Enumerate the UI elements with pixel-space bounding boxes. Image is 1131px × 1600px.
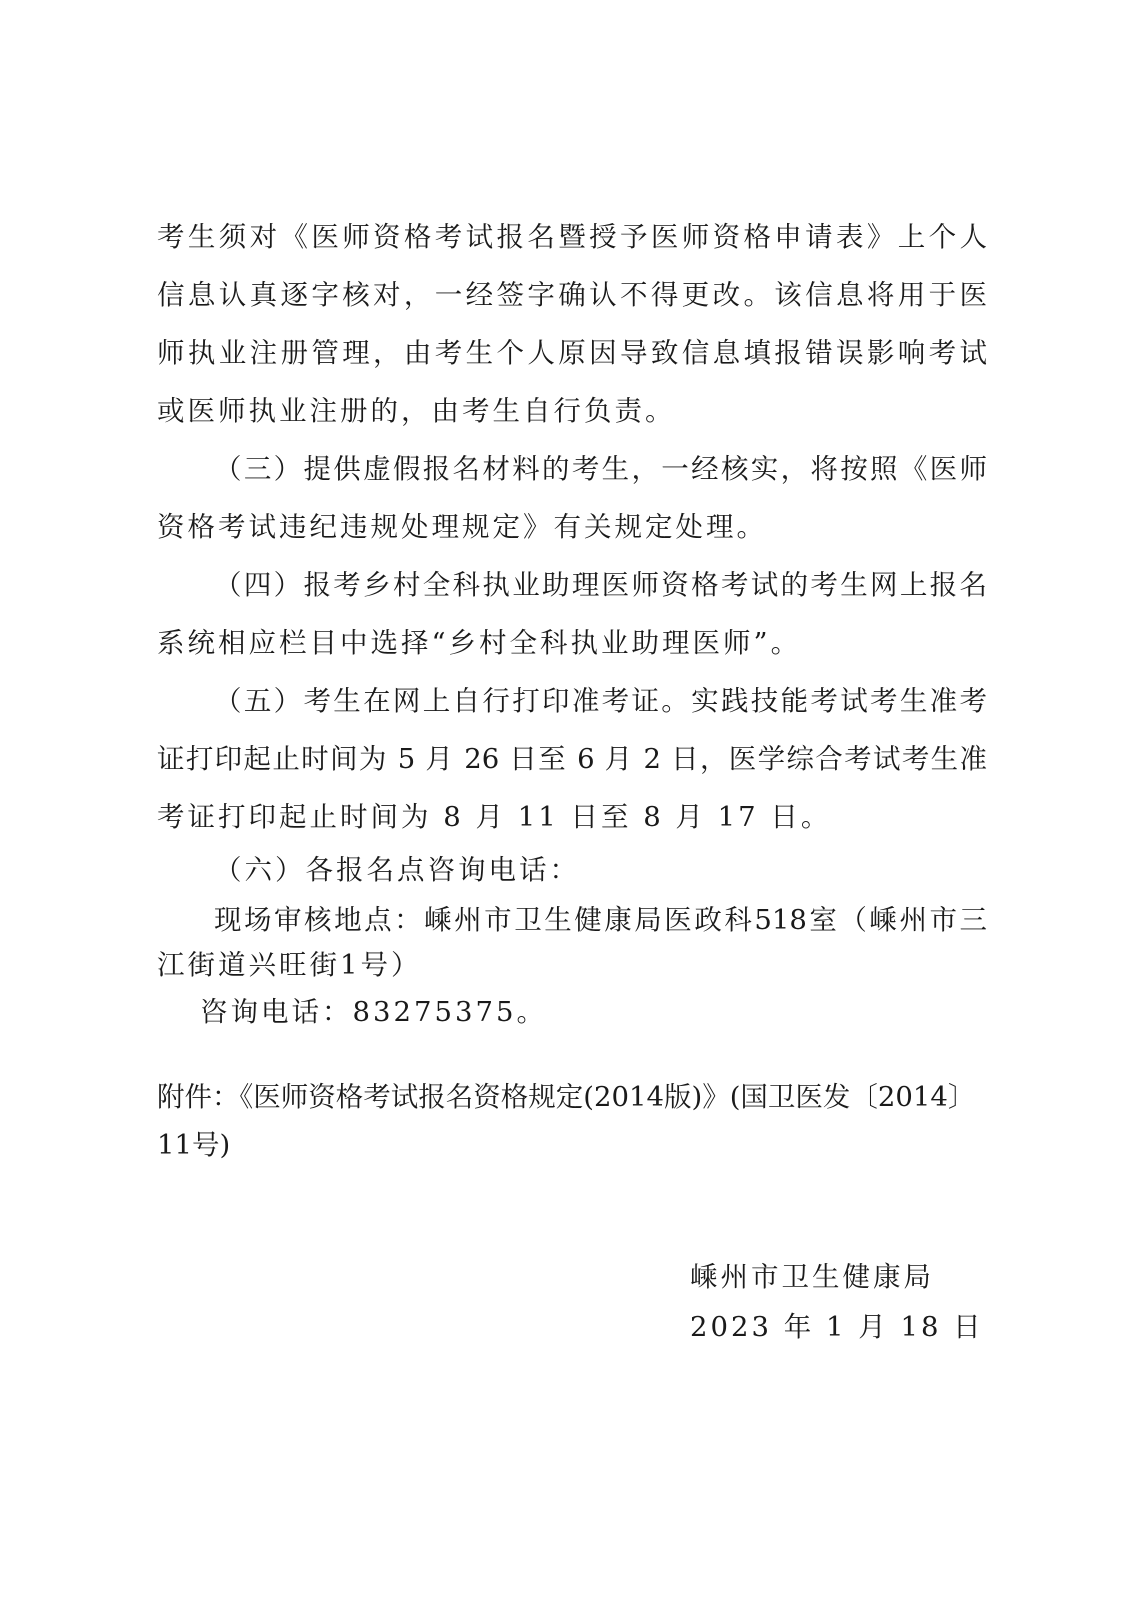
item-4-heading: （四）报考乡村全科执业助理医师资格考试的考生网上报名 [214,569,987,601]
text-line: 资格考试违纪违规处理规定》有关规定处理。 [157,511,767,543]
consult-phone: 咨询电话：83275375。 [200,996,547,1028]
item-5-heading: （五）考生在网上自行打印准考证。实践技能考试考生准考 [214,685,987,717]
attachment-line: 附件：《医师资格考试报名资格规定(2014版)》(国卫医发〔2014〕 [157,1081,976,1113]
text-line: 系统相应栏目中选择“乡村全科执业助理医师”。 [157,627,802,659]
text-line: 证打印起止时间为 5 月 26 日至 6 月 2 日，医学综合考试考生准 [157,743,987,775]
text-line: 考生须对《医师资格考试报名暨授予医师资格申请表》上个人 [157,221,987,253]
text-line: 江街道兴旺街1号） [157,949,422,981]
onsite-review-location: 现场审核地点：嵊州市卫生健康局医政科518室（嵊州市三 [214,904,987,936]
text-line: 信息认真逐字核对，一经签字确认不得更改。该信息将用于医 [157,279,987,311]
attachment-line: 11号) [157,1129,231,1161]
text-line: 考证打印起止时间为 8 月 11 日至 8 月 17 日。 [157,801,832,833]
signature-org: 嵊州市卫生健康局 [690,1261,934,1293]
signature-date: 2023 年 1 月 18 日 [690,1311,984,1343]
item-3-heading: （三）提供虚假报名材料的考生，一经核实，将按照《医师 [214,453,987,485]
text-line: 或医师执业注册的，由考生自行负责。 [157,395,676,427]
item-6-heading: （六）各报名点咨询电话： [214,854,580,886]
text-line: 师执业注册管理，由考生个人原因导致信息填报错误影响考试 [157,337,987,369]
